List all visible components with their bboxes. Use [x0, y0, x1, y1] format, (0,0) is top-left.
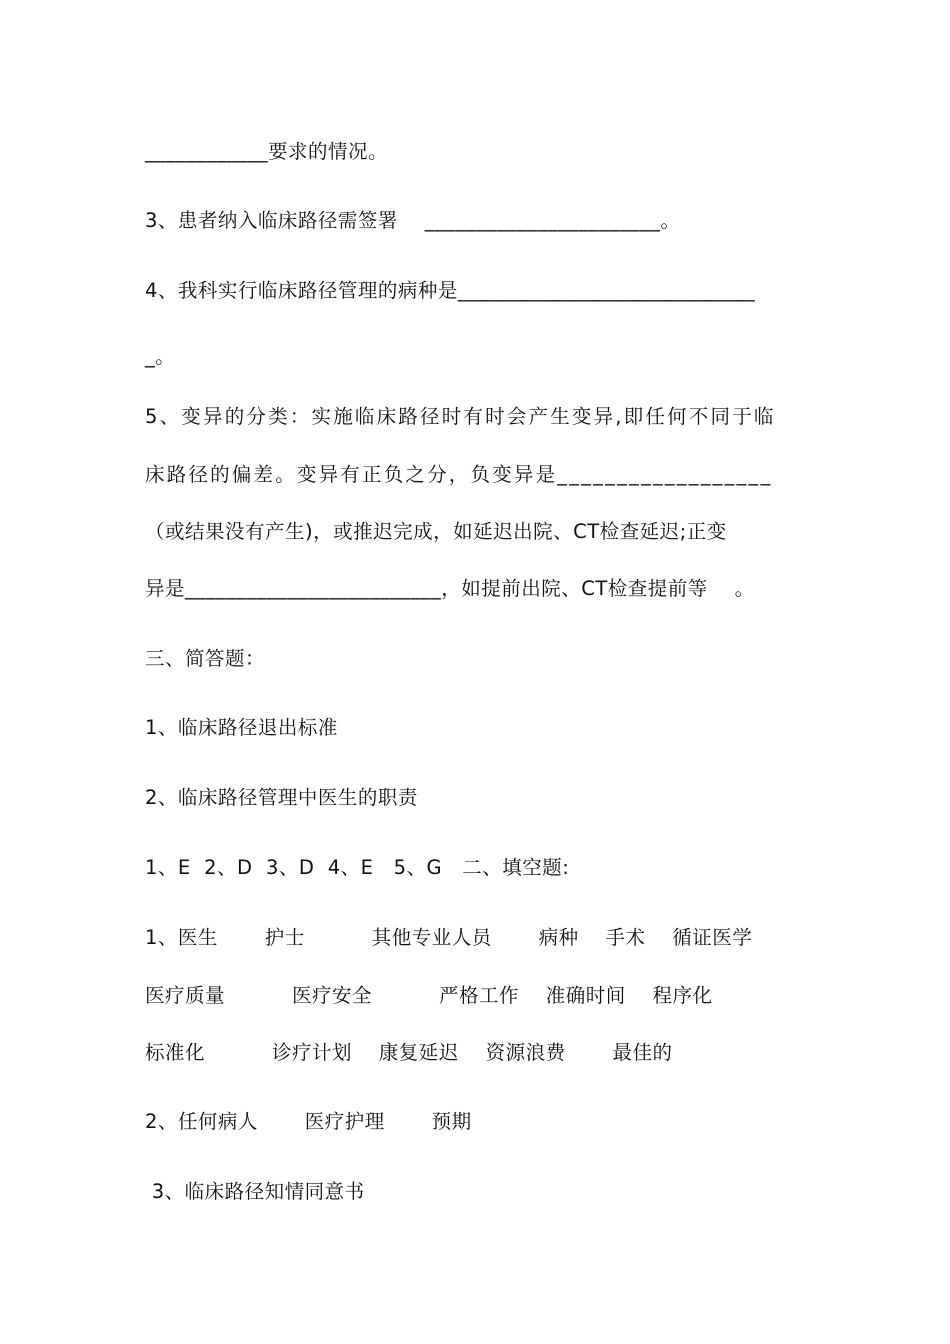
line-14: 医疗质量 医疗安全 严格工作 准确时间 程序化 [145, 984, 713, 1007]
line-11: 2、临床路径管理中医生的职责 [145, 786, 418, 809]
line-12: 1、E 2、D 3、D 4、E 5、G 二、填空题: [145, 856, 570, 879]
line-7: （或结果没有产生)，或推迟完成，如延迟出院、CT检查延迟;正变 [145, 520, 727, 543]
line-16: 2、任何病人 医疗护理 预期 [145, 1110, 472, 1133]
line-2: 3、患者纳入临床路径需签署 _______________________。 [145, 209, 681, 232]
line-1: ____________要求的情况。 [145, 140, 389, 163]
line-17: 3、临床路径知情同意书 [145, 1180, 365, 1203]
line-5: 5、变异的分类：实施临床路径时有时会产生变异,即任何不同于临 [145, 405, 776, 428]
line-9: 三、简答题： [145, 647, 266, 670]
line-4: _。 [145, 345, 176, 368]
line-6: 床路径的偏差。变异有正负之分，负变异是__________________ [145, 463, 773, 486]
line-15: 标准化 诊疗计划 康复延迟 资源浪费 最佳的 [145, 1041, 673, 1064]
line-10: 1、临床路径退出标准 [145, 716, 338, 739]
line-3: 4、我科实行临床路径管理的病种是_____________________________ [145, 279, 756, 302]
line-8: 异是_________________________，如提前出院、CT检查提前等 。 [145, 577, 755, 600]
line-13: 1、医生 护士 其他专业人员 病种 手术 循证医学 [145, 926, 753, 949]
